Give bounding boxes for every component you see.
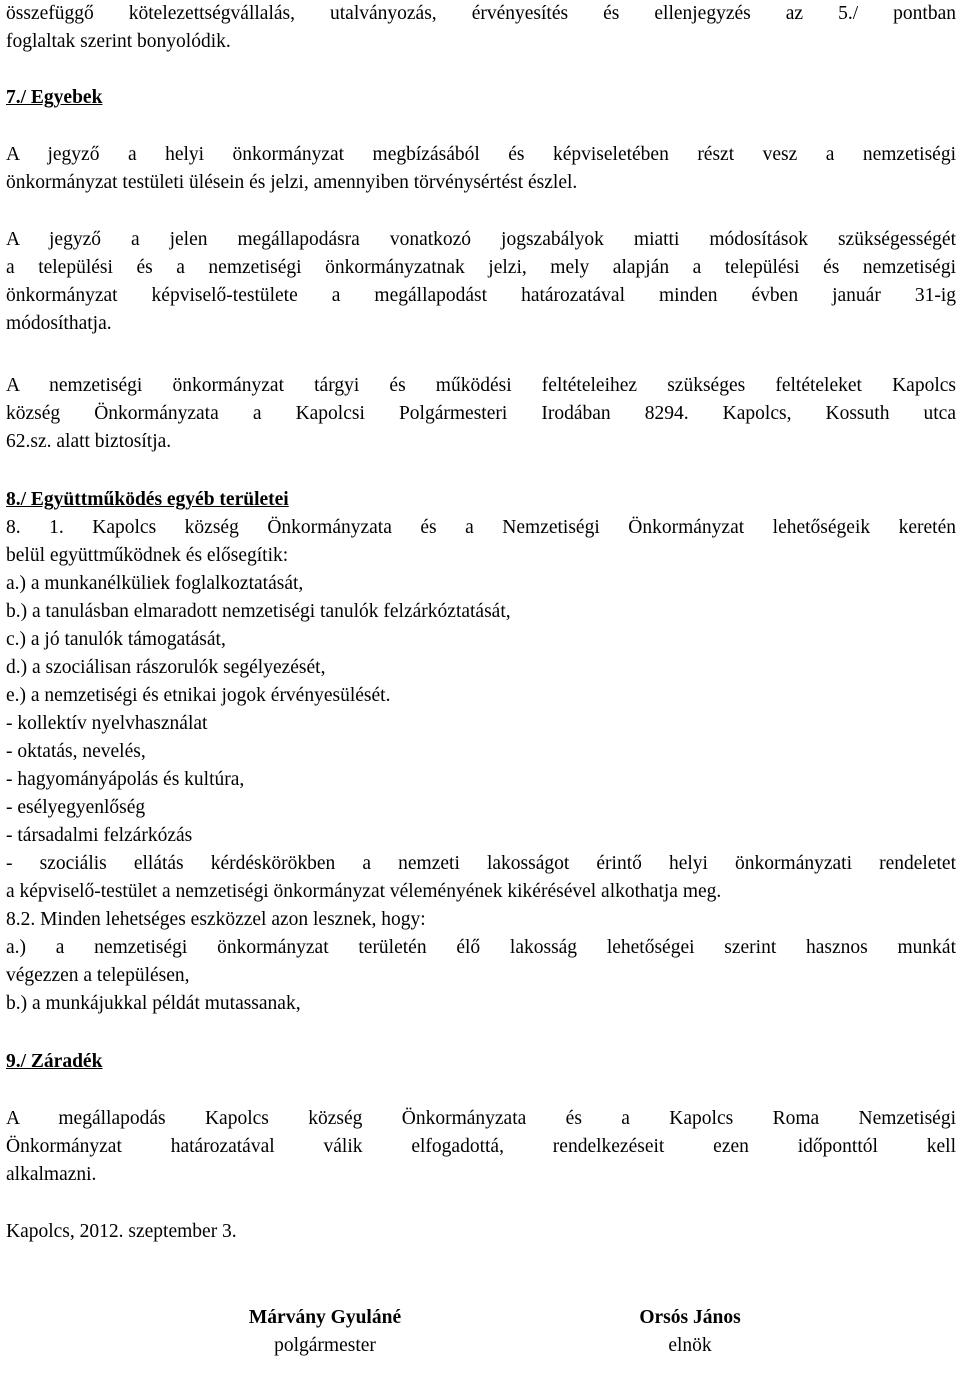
text-line: belül együttműködnek és elősegítik: xyxy=(6,545,289,566)
text-line: önkormányzat testületi ülésein és jelzi, amennyiben törvénysértést észlel. xyxy=(6,172,578,193)
list-item: - oktatás, nevelés, xyxy=(6,741,146,762)
list-item: - hagyományápolás és kultúra, xyxy=(6,769,245,790)
list-item: c.) a jó tanulók támogatását, xyxy=(6,629,226,650)
text-line: végezzen a településen, xyxy=(6,965,190,986)
list-item: a.) a nemzetiségi önkormányzat területén élő lakosság lehetőségei szerint hasznos munkát xyxy=(6,937,956,958)
list-item: d.) a szociálisan rászorulók segélyezését, xyxy=(6,657,326,678)
date-line: Kapolcs, 2012. szeptember 3. xyxy=(6,1221,237,1242)
section-heading-8: 8./ Együttműködés egyéb területei xyxy=(6,489,289,510)
list-item: a.) a munkanélküliek foglalkoztatását, xyxy=(6,573,304,594)
text-line: a képviselő-testület a nemzetiségi önkormányzat véleményének kikérésével alkothatja meg. xyxy=(6,881,722,902)
signature-name-right: Orsós János xyxy=(639,1307,741,1328)
text-line: A nemzetiségi önkormányzat tárgyi és működési feltételeihez szükséges feltételeket Kapolcs xyxy=(6,375,956,396)
text-line: foglaltak szerint bonyolódik. xyxy=(6,31,231,52)
signature-title-left: polgármester xyxy=(274,1335,376,1356)
text-line: A jegyző a helyi önkormányzat megbízásából és képviseletében részt vesz a nemzetiségi xyxy=(6,144,956,165)
text-line: 8.2. Minden lehetséges eszközzel azon lesznek, hogy: xyxy=(6,909,426,930)
section-heading-7: 7./ Egyebek xyxy=(6,87,103,108)
text-line: 62.sz. alatt biztosítja. xyxy=(6,431,172,452)
text-line: a települési és a nemzetiségi önkormányzatnak jelzi, mely alapján a települési és nemzetiségi xyxy=(6,257,956,278)
list-item: - esélyegyenlőség xyxy=(6,797,146,818)
list-item: - szociális ellátás kérdéskörökben a nemzeti lakosságot érintő helyi önkormányzati rendeletet xyxy=(6,853,956,874)
list-item: - kollektív nyelvhasználat xyxy=(6,713,208,734)
text-line: Önkormányzat határozatával válik elfogadottá, rendelkezéseit ezen időponttól kell xyxy=(6,1136,956,1157)
list-item: - társadalmi felzárkózás xyxy=(6,825,193,846)
list-item: e.) a nemzetiségi és etnikai jogok érvényesülését. xyxy=(6,685,391,706)
text-line: összefüggő kötelezettségvállalás, utalványozás, érvényesítés és ellenjegyzés az 5./ pontban xyxy=(6,3,956,24)
text-line: módosíthatja. xyxy=(6,313,112,334)
text-line: alkalmazni. xyxy=(6,1164,97,1185)
signature-title-right: elnök xyxy=(668,1335,712,1356)
list-item: b.) a munkájukkal példát mutassanak, xyxy=(6,993,301,1014)
text-line: 8. 1. Kapolcs község Önkormányzata és a Nemzetiségi Önkormányzat lehetőségeik keretén xyxy=(6,517,956,538)
section-heading-9: 9./ Záradék xyxy=(6,1051,103,1072)
text-line: A jegyző a jelen megállapodásra vonatkozó jogszabályok miatti módosítások szükségességét xyxy=(6,229,956,250)
text-line: község Önkormányzata a Kapolcsi Polgármesteri Irodában 8294. Kapolcs, Kossuth utca xyxy=(6,403,956,424)
list-item: b.) a tanulásban elmaradott nemzetiségi tanulók felzárkóztatását, xyxy=(6,601,511,622)
text-line: önkormányzat képviselő-testülete a megállapodást határozatával minden évben január 31-ig xyxy=(6,285,956,306)
text-line: A megállapodás Kapolcs község Önkormányzata és a Kapolcs Roma Nemzetiségi xyxy=(6,1108,956,1129)
signature-name-left: Márvány Gyuláné xyxy=(248,1307,402,1328)
